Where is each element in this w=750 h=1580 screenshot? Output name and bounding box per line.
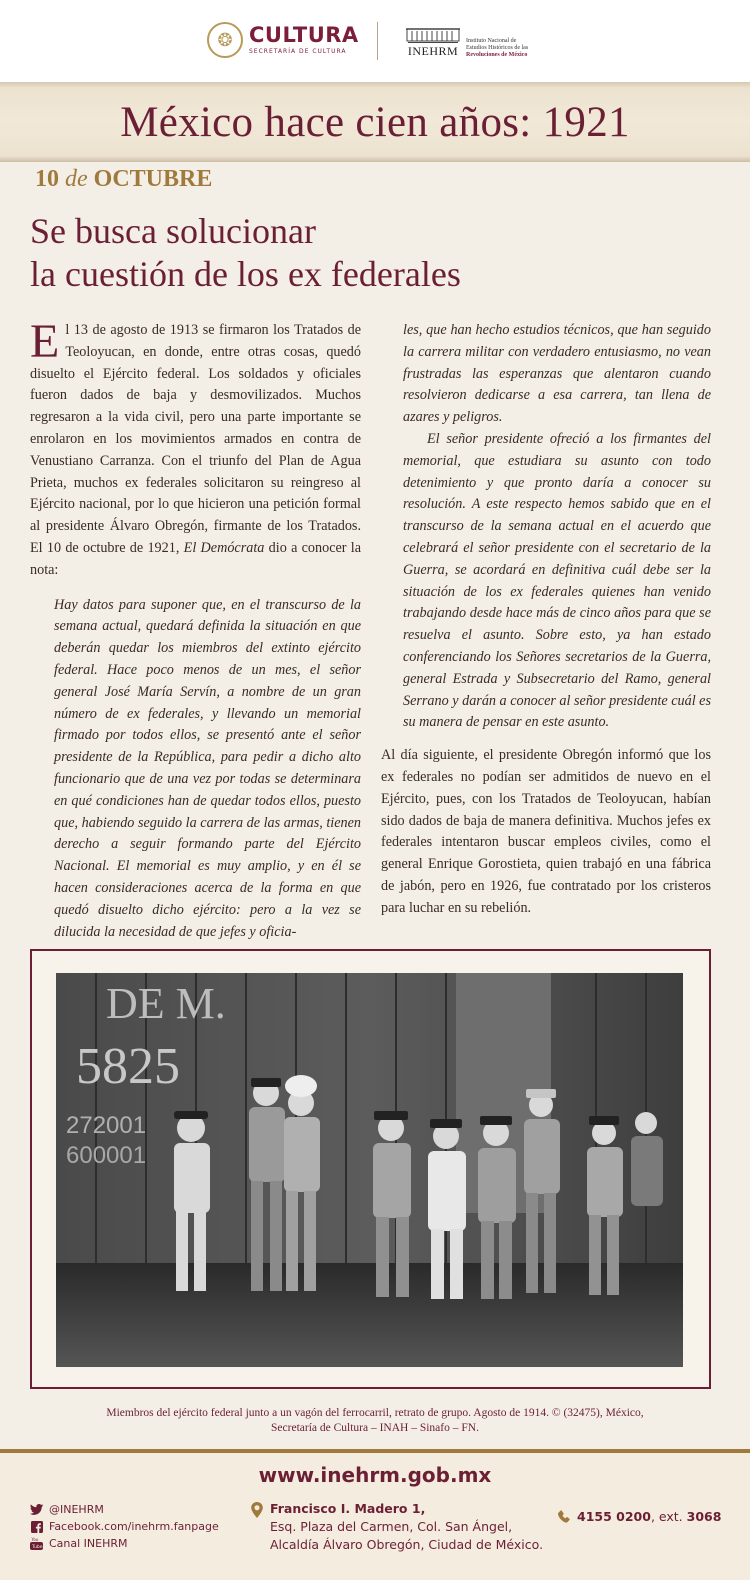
phone-block[interactable] — [557, 1509, 721, 1524]
facebook-url: Facebook.com/inehrm.fanpage — [49, 1520, 219, 1533]
intro-text: l 13 de agosto de 1913 se firmaron los Tratados de Teoloyucan, en donde, entre otras cosas, quedó disuelto el Ejército federal. Los soldados y oficiales fueron dados de baja y desmovilizados. Muchos regresaron a la vida civil, pero una parte importante se enrolaron en los movimientos armados en contra de Venustiano Carranza. Con el triunfo del Plan de Agua Prieta, muchos ex federales solicitaron su reingreso al Ejército nacional, por lo que hicieron una petición formal al presidente Álvaro Obregón, firmante de los Tratados. El 10 de octubre de 1921, — [30, 322, 361, 556]
group-portrait-image — [56, 973, 683, 1367]
building-icon — [405, 26, 461, 42]
intro-end: dio a conocer la nota: — [30, 539, 362, 578]
svg-text:Tube: Tube — [32, 1545, 43, 1550]
inehrm-description — [466, 38, 558, 59]
twitter-link[interactable] — [30, 1501, 219, 1518]
phone-icon — [557, 1510, 571, 1524]
article-column-left — [30, 315, 362, 943]
facebook-icon — [30, 1520, 43, 1533]
date-line — [35, 166, 212, 193]
date-de: de — [65, 166, 88, 192]
title-band — [0, 82, 750, 162]
address-line-2: Esq. Plaza del Carmen, Col. San Ángel, — [270, 1519, 513, 1534]
historical-photo — [56, 973, 683, 1367]
inehrm-line-2: Estudios Históricos de las — [466, 45, 529, 51]
article-headline — [30, 210, 670, 296]
date-month: OCTUBRE — [93, 166, 213, 192]
headline-line-1: Se busca solucionar — [30, 211, 316, 251]
phone-number: 4155 0200 — [577, 1509, 651, 1524]
page-title: México hace cien años: 1921 — [120, 98, 630, 146]
logo-divider — [377, 22, 378, 60]
inehrm-line-3: Revoluciones de México — [466, 52, 528, 58]
quote-right-2: El señor presidente ofreció a los firmantes del memorial, que estudiara su asunto con todo detenimiento y que pronto daría a conocer su resolución. A este respecto hemos sabido que en el transcurso de la semana actual en el acuerdo que celebrará el señor presidente con el secretario de la Guerra, se acordará en definitiva cuál debe ser la situación de los ex federales quienes han venido trabajando desde hace más de cinco años para que se resuelva el asunto. Sobre esto, ya han estado conferenciando los Señores secretarios de la Guerra, general Estrada y Subsecretario del Ramo, general Serrano y darán a conocer al señor presidente cuál es su manera de pensar en este asunto. — [403, 430, 711, 731]
quote-right-1: les, que han hecho estudios técnicos, que han seguido la carrera militar con verdadero entusiasmo, no vean frustradas las esperanzas que alentaron cuando resolvieron dedicarse a esa carrera, tan llena de azares y peligros. — [403, 322, 711, 426]
inehrm-line-1: Instituto Nacional de — [466, 38, 517, 44]
youtube-link[interactable] — [30, 1535, 219, 1552]
phone-ext: 3068 — [686, 1509, 722, 1524]
caption-line-2: Secretaría de Cultura – INAH – Sinafo – FN. — [271, 1422, 479, 1434]
drop-cap: E — [30, 315, 60, 368]
phone-ext-label: , ext. — [650, 1509, 683, 1524]
date-day: 10 — [35, 166, 59, 192]
website-link[interactable]: www.inehrm.gob.mx — [258, 1463, 492, 1487]
inehrm-abbr: INEHRM — [407, 44, 459, 58]
twitter-icon — [30, 1503, 43, 1516]
photo-caption — [60, 1406, 690, 1436]
address-street: Francisco I. Madero 1, — [270, 1501, 426, 1516]
caption-line-1: Miembros del ejército federal junto a un vagón del ferrocarril, retrato de grupo. Agosto de 1914. © (32475), México, — [106, 1407, 644, 1419]
cultura-logo[interactable] — [207, 22, 359, 58]
intro-paragraph — [30, 315, 362, 582]
eagle-seal-icon: ❂ — [207, 22, 243, 58]
address-block — [250, 1500, 543, 1554]
railcar-text-1: DE M. — [106, 979, 226, 1028]
address-line-3: Alcaldía Álvaro Obregón, Ciudad de México. — [270, 1537, 544, 1552]
twitter-handle: @INEHRM — [49, 1503, 104, 1516]
closing-paragraph: Al día siguiente, el presidente Obregón informó que los ex federales no podían ser admitidos de nuevo en el Ejército, pues, con los Tratados de Teoloyucan, habían sido dados de baja de manera definitiva. Muchos jefes ex federales intentaron buscar empleos civiles, como el general Enrique Gorostieta, quien trabajó en una fábrica de jabón, pero en 1926, fue contratado por los cristeros para luchar en su rebelión. — [381, 747, 711, 916]
article-column-right — [381, 320, 711, 920]
quote-left: Hay datos para suponer que, en el transcurso de la semana actual, quedará definida la situación en que deberán quedar los miembros del extinto ejército federal. Hace poco menos de un mes, el señor general José María Servín, a nombre de un gran número de ex federales, y llevando un memorial firmado por todos ellos, se presentó ante el señor presidente de la República, para pedir a dicho alto funcionario que de una vez por todas se determinara en qué condiciones han de quedar todos ellos, puesto que, habiendo seguido la carrera de las armas, tienen derecho a seguir formando parte del Ejército Nacional. El memorial es muy amplio, y en él se hacen consideraciones acerca de la forma en que quedó disuelto dicho ejército: pero a la vez se dilucida la necesidad de que jefes y oficia- — [54, 596, 361, 940]
newspaper-name: El Demócrata — [183, 539, 265, 556]
facebook-link[interactable] — [30, 1518, 219, 1535]
headline-line-2: la cuestión de los ex federales — [30, 254, 461, 294]
location-pin-icon — [250, 1502, 264, 1518]
cultura-subtitle: SECRETARÍA DE CULTURA — [249, 48, 347, 55]
svg-text:You: You — [31, 1537, 39, 1542]
youtube-icon — [30, 1537, 43, 1550]
inehrm-logo[interactable] — [405, 26, 558, 59]
youtube-channel: Canal INEHRM — [49, 1537, 128, 1550]
railcar-text-3: 272001 — [66, 1112, 147, 1139]
logo-bar — [0, 0, 750, 82]
railcar-text-2: 5825 — [76, 1038, 180, 1095]
cultura-name: CULTURA — [249, 23, 359, 47]
railcar-text-4: 600001 — [66, 1142, 147, 1169]
photo-frame — [30, 949, 711, 1389]
social-links — [30, 1501, 219, 1552]
footer — [0, 1453, 750, 1580]
